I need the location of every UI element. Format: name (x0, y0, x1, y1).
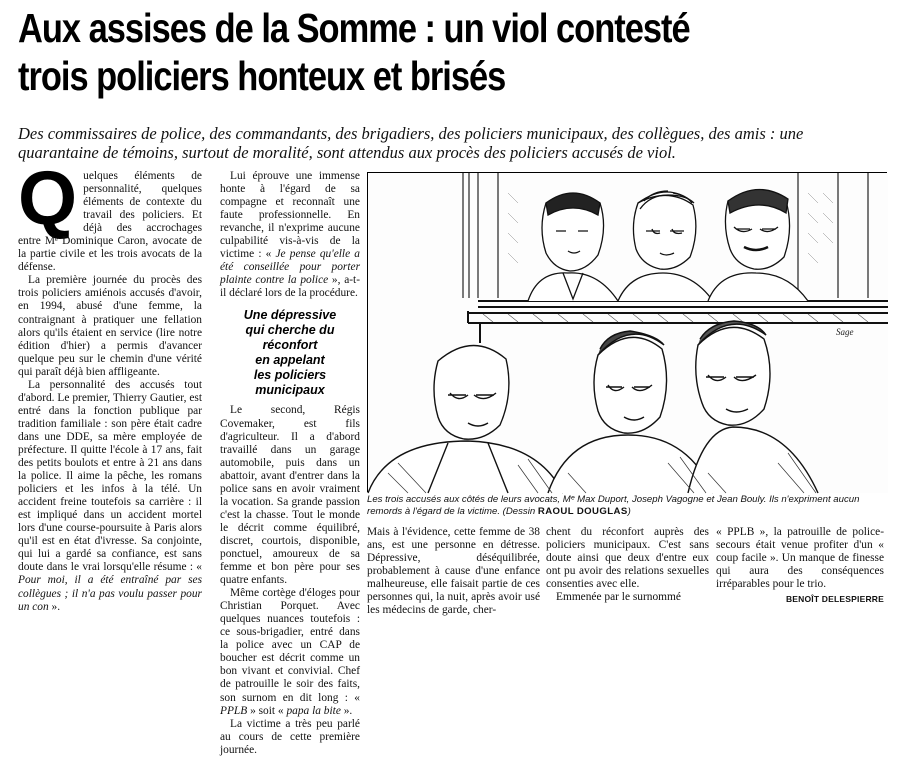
article-paragraph: Mais à l'évidence, cette femme de 38 ans, est une personne en détresse. Dépressive, déséquilibrée, probablement à cause d'une enfance malheureuse, elle faisait partie de ces personnes qui, la nuit, après avoir usé les médecins de garde, cher- (367, 526, 540, 617)
article-column-3 (367, 526, 540, 617)
article-paragraph: chent du réconfort auprès des policiers municipaux. C'est sans doute ainsi que deux d'entre eux ont pu avoir des relations sexuelles consenties avec elle. (546, 526, 709, 591)
article-paragraph: Lui éprouve une immense honte à l'égard de sa compagne et reconnaît une faute professionnelle. En revanche, il n'exprime aucune culpabilité vis-à-vis de la victime : « Je pense qu'elle a été conseillée pour porter plainte contre la police », a-t-il déclaré lors de la procédure. (220, 170, 361, 300)
article-paragraph: Emmenée par le surnommé (556, 591, 681, 604)
drop-cap: Q (18, 156, 78, 241)
quote: Pour moi, il a été entraîné par ses collègues ; il n'a pas voulu passer pour un con (18, 574, 202, 613)
headline (18, 4, 883, 100)
subheading: Une dépressive qui cherche du réconfort en appelant les policiers municipaux (243, 308, 337, 398)
artist-signature: Sage (836, 327, 854, 337)
article-paragraph: La victime a très peu parlé au cours de cette première journée. (220, 717, 360, 756)
article-paragraph: La personnalité des accusés tout d'abord. Le premier, Thierry Gautier, est entré dans la fonction publique par tradition familiale : son père était cadre dans une DDE, sa mère employée de préfecture. Il quitte l'école à 17 ans, fait des petits boulots et entre à 21 ans dans la police. Il aime la pêche, les romans policiers et les infos à la télé. Un accident freine toutefois sa carrière : il est impliqué dans un accident mortel lors d'une course-poursuite à Paris alors qu'il est en état d'ivresse. Sa conjointe, qui lui a gardé sa confiance, est sans doute dans le vrai lorsqu'elle résume : « Pour moi, il a été entraîné par ses collègues ; il n'a pas voulu passer pour un con ». (18, 378, 202, 613)
article-paragraph: « PPLB », la patrouille de police-secours était venue profiter d'un « coup facile ». Un manque de finesse qui aura des conséquences irréparables pour le trio. (716, 526, 884, 591)
author-signature: BENOÎT DELESPIERRE (785, 594, 884, 605)
deck: Des commissaires de police, des commandants, des brigadiers, des policiers municipaux, des collègues, des amis : une quarantaine de témoins, surtout de moralité, sont attendus aux procès des policiers accusés de viol. (18, 124, 804, 162)
article-paragraph: Même cortège d'éloges pour Christian Porquet. Avec quelques nuances toutefois : ce sous-brigadier, entré dans la police avec un CAP de boucher est décrit comme un bon vivant et convivial. Chef de patrouille le soir des faits, son surnom en dit long : « PPLB » soit « papa la bite ». (220, 587, 360, 717)
article-paragraph: La première journée du procès des trois policiers amiénois accusés d'avoir, en 1994, abusé d'une femme, la contraignant à pratiquer une fellation alors qu'ils étaient en service (lire notre édition d'hier) a permis d'avancer quelque peu sur le chemin d'une vérité qui paraît déjà bien affligeante. (18, 274, 202, 378)
article-column-1 (18, 156, 202, 614)
article-column-4 (546, 526, 709, 604)
quote: Je pense qu'elle a été conseillée pour porter plainte contre la police (220, 248, 360, 287)
illustration-caption: Les trois accusés aux côtés de leurs avocats, Mᵉ Max Duport, Joseph Vagogne et Jean Bouly. Ils n'expriment aucun remords à l'égard de la victime. (Dessin RAOUL DOUGLAS) (367, 494, 860, 517)
article-paragraph: Le second, Régis Covemaker, est fils d'agriculteur. Il a d'abord travaillé dans un garage automobile, puis dans un abattoir, avant d'entrer dans la police sans en avoir vraiment la vocation. Sa grande passion c'est la chasse. Tout le monde le décrit comme équilibré, discret, courtois, disponible, ponctuel, amoureux de sa femme et bon père pour ses quatre enfants. (220, 404, 360, 587)
article-lead-paragraph: Quelques éléments de personnalité, quelques éléments de contexte du travail des policiers. Et déjà des accrochages entre Mᵉ Dominique Caron, avocate de la partie civile et les trois avocats de la défense. (18, 156, 202, 274)
headline-line-1: Aux assises de la Somme : un viol contesté (18, 5, 690, 51)
article-column-5 (716, 526, 884, 606)
caption-credit: RAOUL DOUGLAS (537, 505, 628, 517)
headline-line-2: trois policiers honteux et brisés (18, 53, 506, 99)
article-column-2 (220, 170, 360, 757)
courtroom-sketch-illustration (367, 172, 887, 492)
courtroom-sketch-image (368, 173, 888, 493)
